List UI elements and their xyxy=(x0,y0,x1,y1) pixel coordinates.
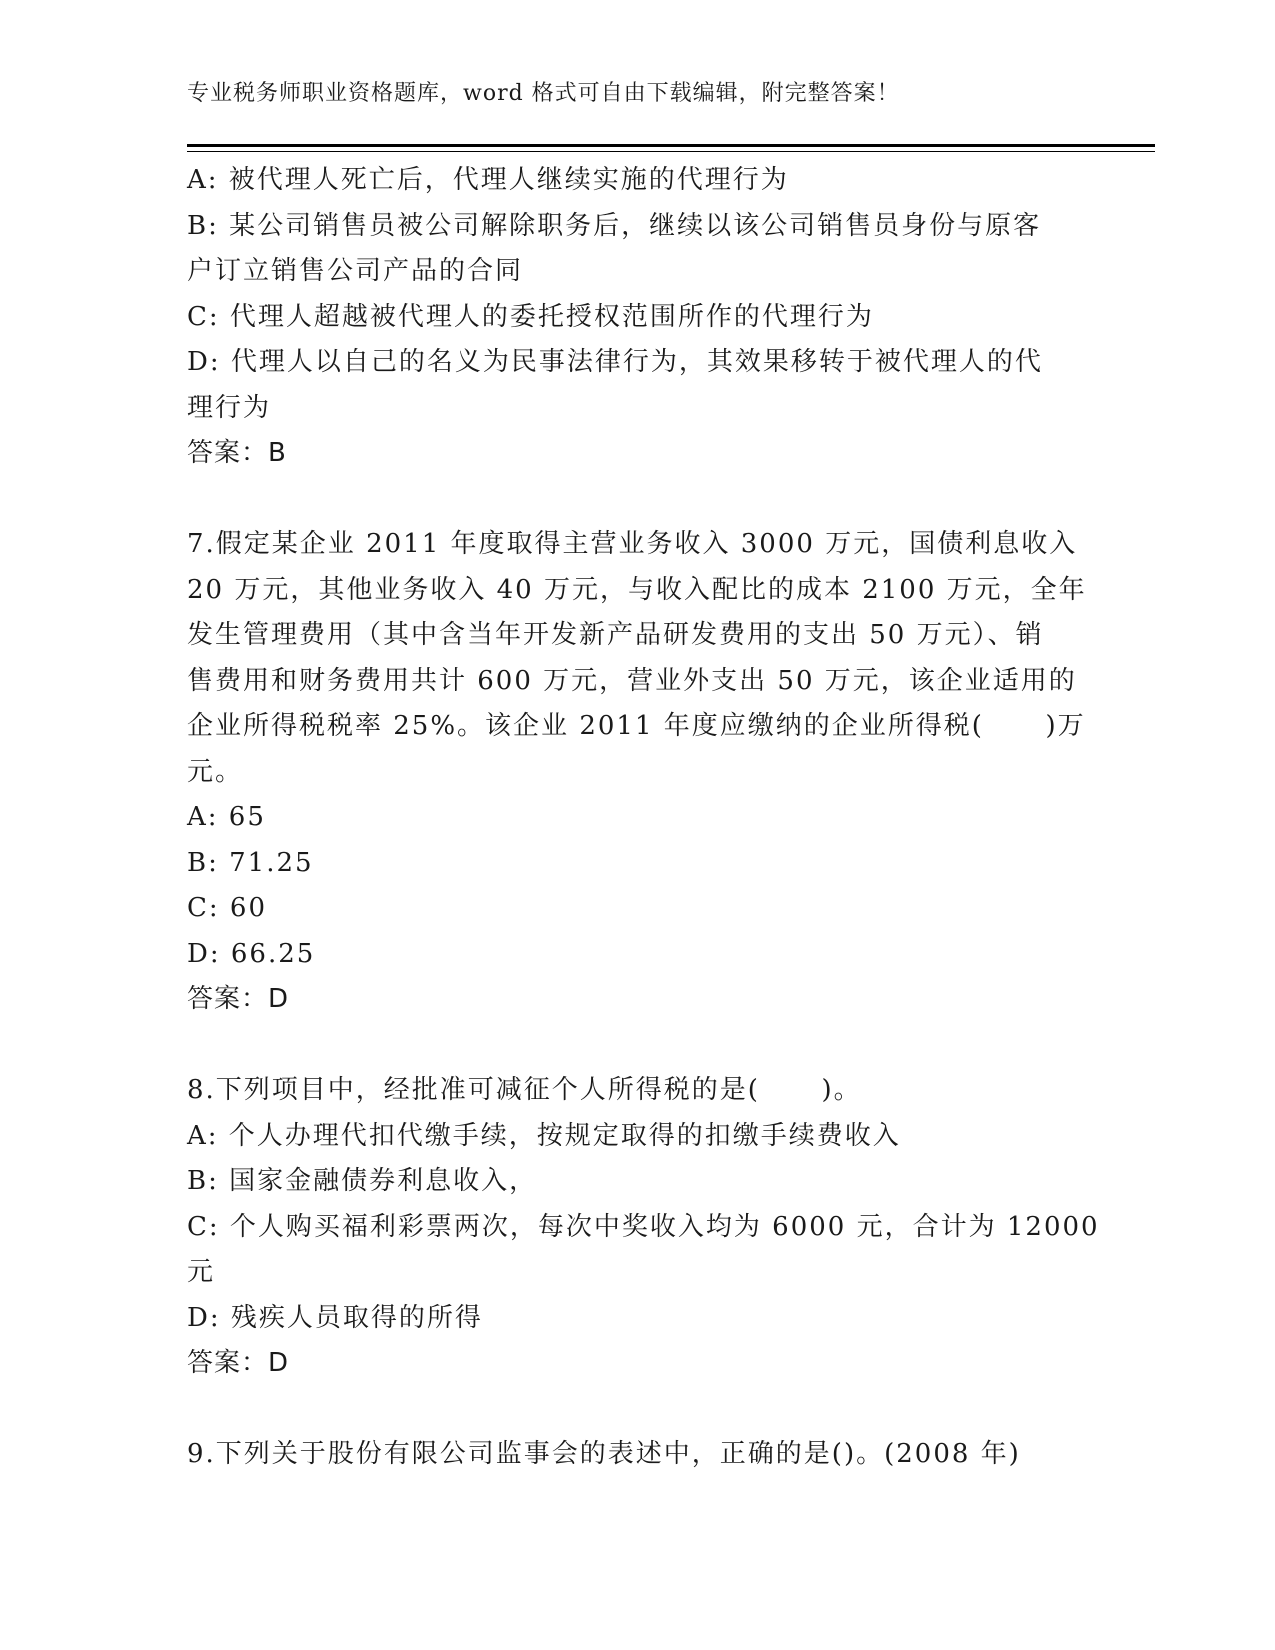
stem-line: 8.下列项目中，经批准可减征个人所得税的是( )。 xyxy=(187,1075,862,1105)
option-line: A: 被代理人死亡后，代理人继续实施的代理行为 xyxy=(187,165,789,195)
stem-line: 20 万元，其他业务收入 40 万元，与收入配比的成本 2100 万元，全年 xyxy=(187,574,1087,605)
option-line: D: 66.25 xyxy=(187,938,316,969)
option-line: C: 60 xyxy=(187,893,268,923)
option-line: B: 国家金融债券利息收入， xyxy=(187,1166,538,1196)
option-line: 户订立销售公司产品的合同 xyxy=(187,256,524,286)
page-header: 专业税务师职业资格题库，word 格式可自由下载编辑，附完整答案！ xyxy=(187,81,900,106)
spacer xyxy=(187,1023,1087,1069)
option-line: C: 代理人超越被代理人的委托授权范围所作的代理行为 xyxy=(187,301,874,332)
spacer xyxy=(187,1387,1087,1433)
header-rule-thin xyxy=(187,151,1155,152)
option-line: 元 xyxy=(187,1257,216,1287)
stem-line: 售费用和财务费用共计 600 万元，营业外支出 50 万元，该企业适用的 xyxy=(187,665,1077,696)
stem-line: 9.下列关于股份有限公司监事会的表述中，正确的是()。(2008 年) xyxy=(187,1439,1021,1469)
option-line: B: 某公司销售员被公司解除职务后，继续以该公司销售员身份与原客 xyxy=(187,210,1042,241)
answer-line: 答案：B xyxy=(187,438,287,468)
option-line: C: 个人购买福利彩票两次，每次中奖收入均为 6000 元，合计为 12000 xyxy=(187,1211,1100,1242)
option-line: D: 代理人以自己的名义为民事法律行为，其效果移转于被代理人的代 xyxy=(187,347,1043,377)
stem-line: 元。 xyxy=(187,756,244,787)
answer-line: 答案：D xyxy=(187,1348,290,1378)
question-9 xyxy=(187,1432,1087,1478)
stem-line: 发生管理费用（其中含当年开发新产品研发费用的支出 50 万元）、销 xyxy=(187,620,1044,650)
option-line: 理行为 xyxy=(187,392,272,423)
option-line: D: 残疾人员取得的所得 xyxy=(187,1302,483,1333)
spacer xyxy=(187,477,1087,523)
question-7 xyxy=(187,522,1087,1023)
header-rule-thick xyxy=(187,144,1155,147)
question-content xyxy=(187,158,1100,1478)
stem-line: 企业所得税税率 25%。该企业 2011 年度应缴纳的企业所得税( )万 xyxy=(187,711,1086,741)
option-line: A: 65 xyxy=(187,802,266,832)
option-line: B: 71.25 xyxy=(187,847,314,878)
question-8 xyxy=(187,1068,1100,1387)
answer-line: 答案：D xyxy=(187,984,290,1014)
question-6 xyxy=(187,158,1087,477)
stem-line: 7.假定某企业 2011 年度取得主营业务收入 3000 万元，国债利息收入 xyxy=(187,529,1078,559)
option-line: A: 个人办理代扣代缴手续，按规定取得的扣缴手续费收入 xyxy=(187,1120,901,1151)
